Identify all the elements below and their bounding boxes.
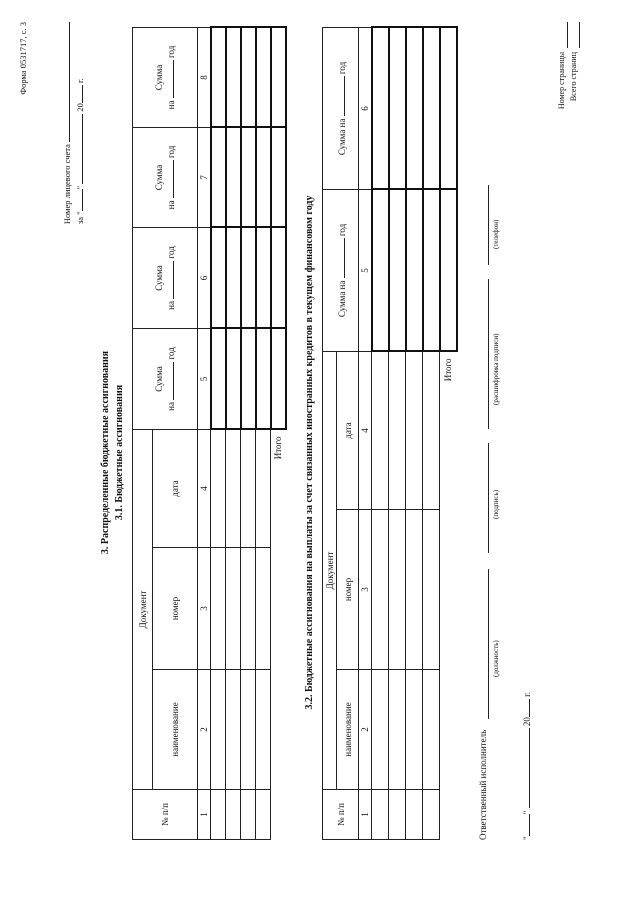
t2-sum-6: Сумма на год <box>323 28 359 190</box>
table-row[interactable] <box>423 28 440 840</box>
t2-total-row <box>440 28 457 840</box>
section32-title: 3.2. Бюджетные ассигнования на выплаты за счет связанных иностранных кредитов в текущем финансовом году <box>304 195 315 710</box>
t1-sum-7: Сумма на год <box>133 128 198 228</box>
phone-line[interactable] <box>488 185 489 265</box>
account-g: г. <box>75 78 86 83</box>
signature-line[interactable] <box>488 443 489 553</box>
t1-total-row <box>271 28 286 840</box>
t2-sum-5: Сумма на год <box>323 190 359 352</box>
caption-phone: (телефон) <box>492 219 500 249</box>
t1-doc-group: Документ <box>133 430 153 790</box>
foreign-credit-table <box>322 27 458 841</box>
total-pages-field[interactable] <box>570 22 580 48</box>
t2-col-num: № п/п <box>323 790 359 840</box>
decode-line[interactable] <box>488 279 489 429</box>
total-pages-label: Всего страниц <box>569 52 578 102</box>
account-number-field[interactable] <box>60 22 70 142</box>
t1-col-name: наименование <box>153 670 198 790</box>
account-year-field[interactable] <box>73 85 83 103</box>
t1-index-row: 1 2 3 4 5 6 7 8 <box>198 28 211 840</box>
account-label: Номер лицевого счета <box>62 144 72 225</box>
position-line[interactable] <box>488 569 489 719</box>
page-number-label: Номер страницы <box>557 52 566 110</box>
t2-col-number: номер <box>337 510 359 670</box>
account-block <box>60 22 86 224</box>
allocations-table <box>132 27 287 841</box>
table-row[interactable] <box>372 28 389 840</box>
t1-sum-8: Сумма на год <box>133 28 198 128</box>
pages-block <box>556 22 580 109</box>
account-day-field[interactable] <box>73 189 83 211</box>
account-year-prefix: 20 <box>75 103 86 112</box>
date-line: "" 20 г. <box>522 691 532 840</box>
t1-col-num: № п/п <box>133 790 198 840</box>
t1-sum-6: Сумма на год <box>133 228 198 329</box>
t2-col-name: наименование <box>337 670 359 790</box>
table-row[interactable] <box>241 28 256 840</box>
t2-total-label: Итого <box>443 358 454 382</box>
t1-sum-5: Сумма на год <box>133 329 198 430</box>
table-row[interactable] <box>211 28 226 840</box>
caption-signature: (подпись) <box>492 489 500 519</box>
table-row[interactable] <box>256 28 271 840</box>
account-za: за " <box>75 211 86 225</box>
responsible-label: Ответственный исполнитель <box>478 729 488 840</box>
section3-title: 3. Распределенные бюджетные ассигнования <box>100 350 111 555</box>
caption-position: (должность) <box>492 640 500 677</box>
t1-total-label: Итого <box>273 436 284 460</box>
table-row[interactable] <box>226 28 241 840</box>
account-quote: " <box>75 185 86 190</box>
t1-col-number: номер <box>153 548 198 670</box>
section31-title: 3.1. Бюджетные ассигнования <box>114 384 125 521</box>
page-number-field[interactable] <box>558 22 568 48</box>
table-row[interactable] <box>406 28 423 840</box>
t2-doc-group: Документ <box>323 352 337 790</box>
account-month-field[interactable] <box>73 114 83 184</box>
t2-index-row: 1 2 3 4 5 6 <box>359 28 372 840</box>
table-row[interactable] <box>389 28 406 840</box>
t2-col-date: дата <box>337 352 359 510</box>
form-code: Форма 0531717, с. 3 <box>18 22 28 95</box>
t1-col-date: дата <box>153 430 198 548</box>
caption-decode: (расшифровка подписи) <box>492 333 500 405</box>
